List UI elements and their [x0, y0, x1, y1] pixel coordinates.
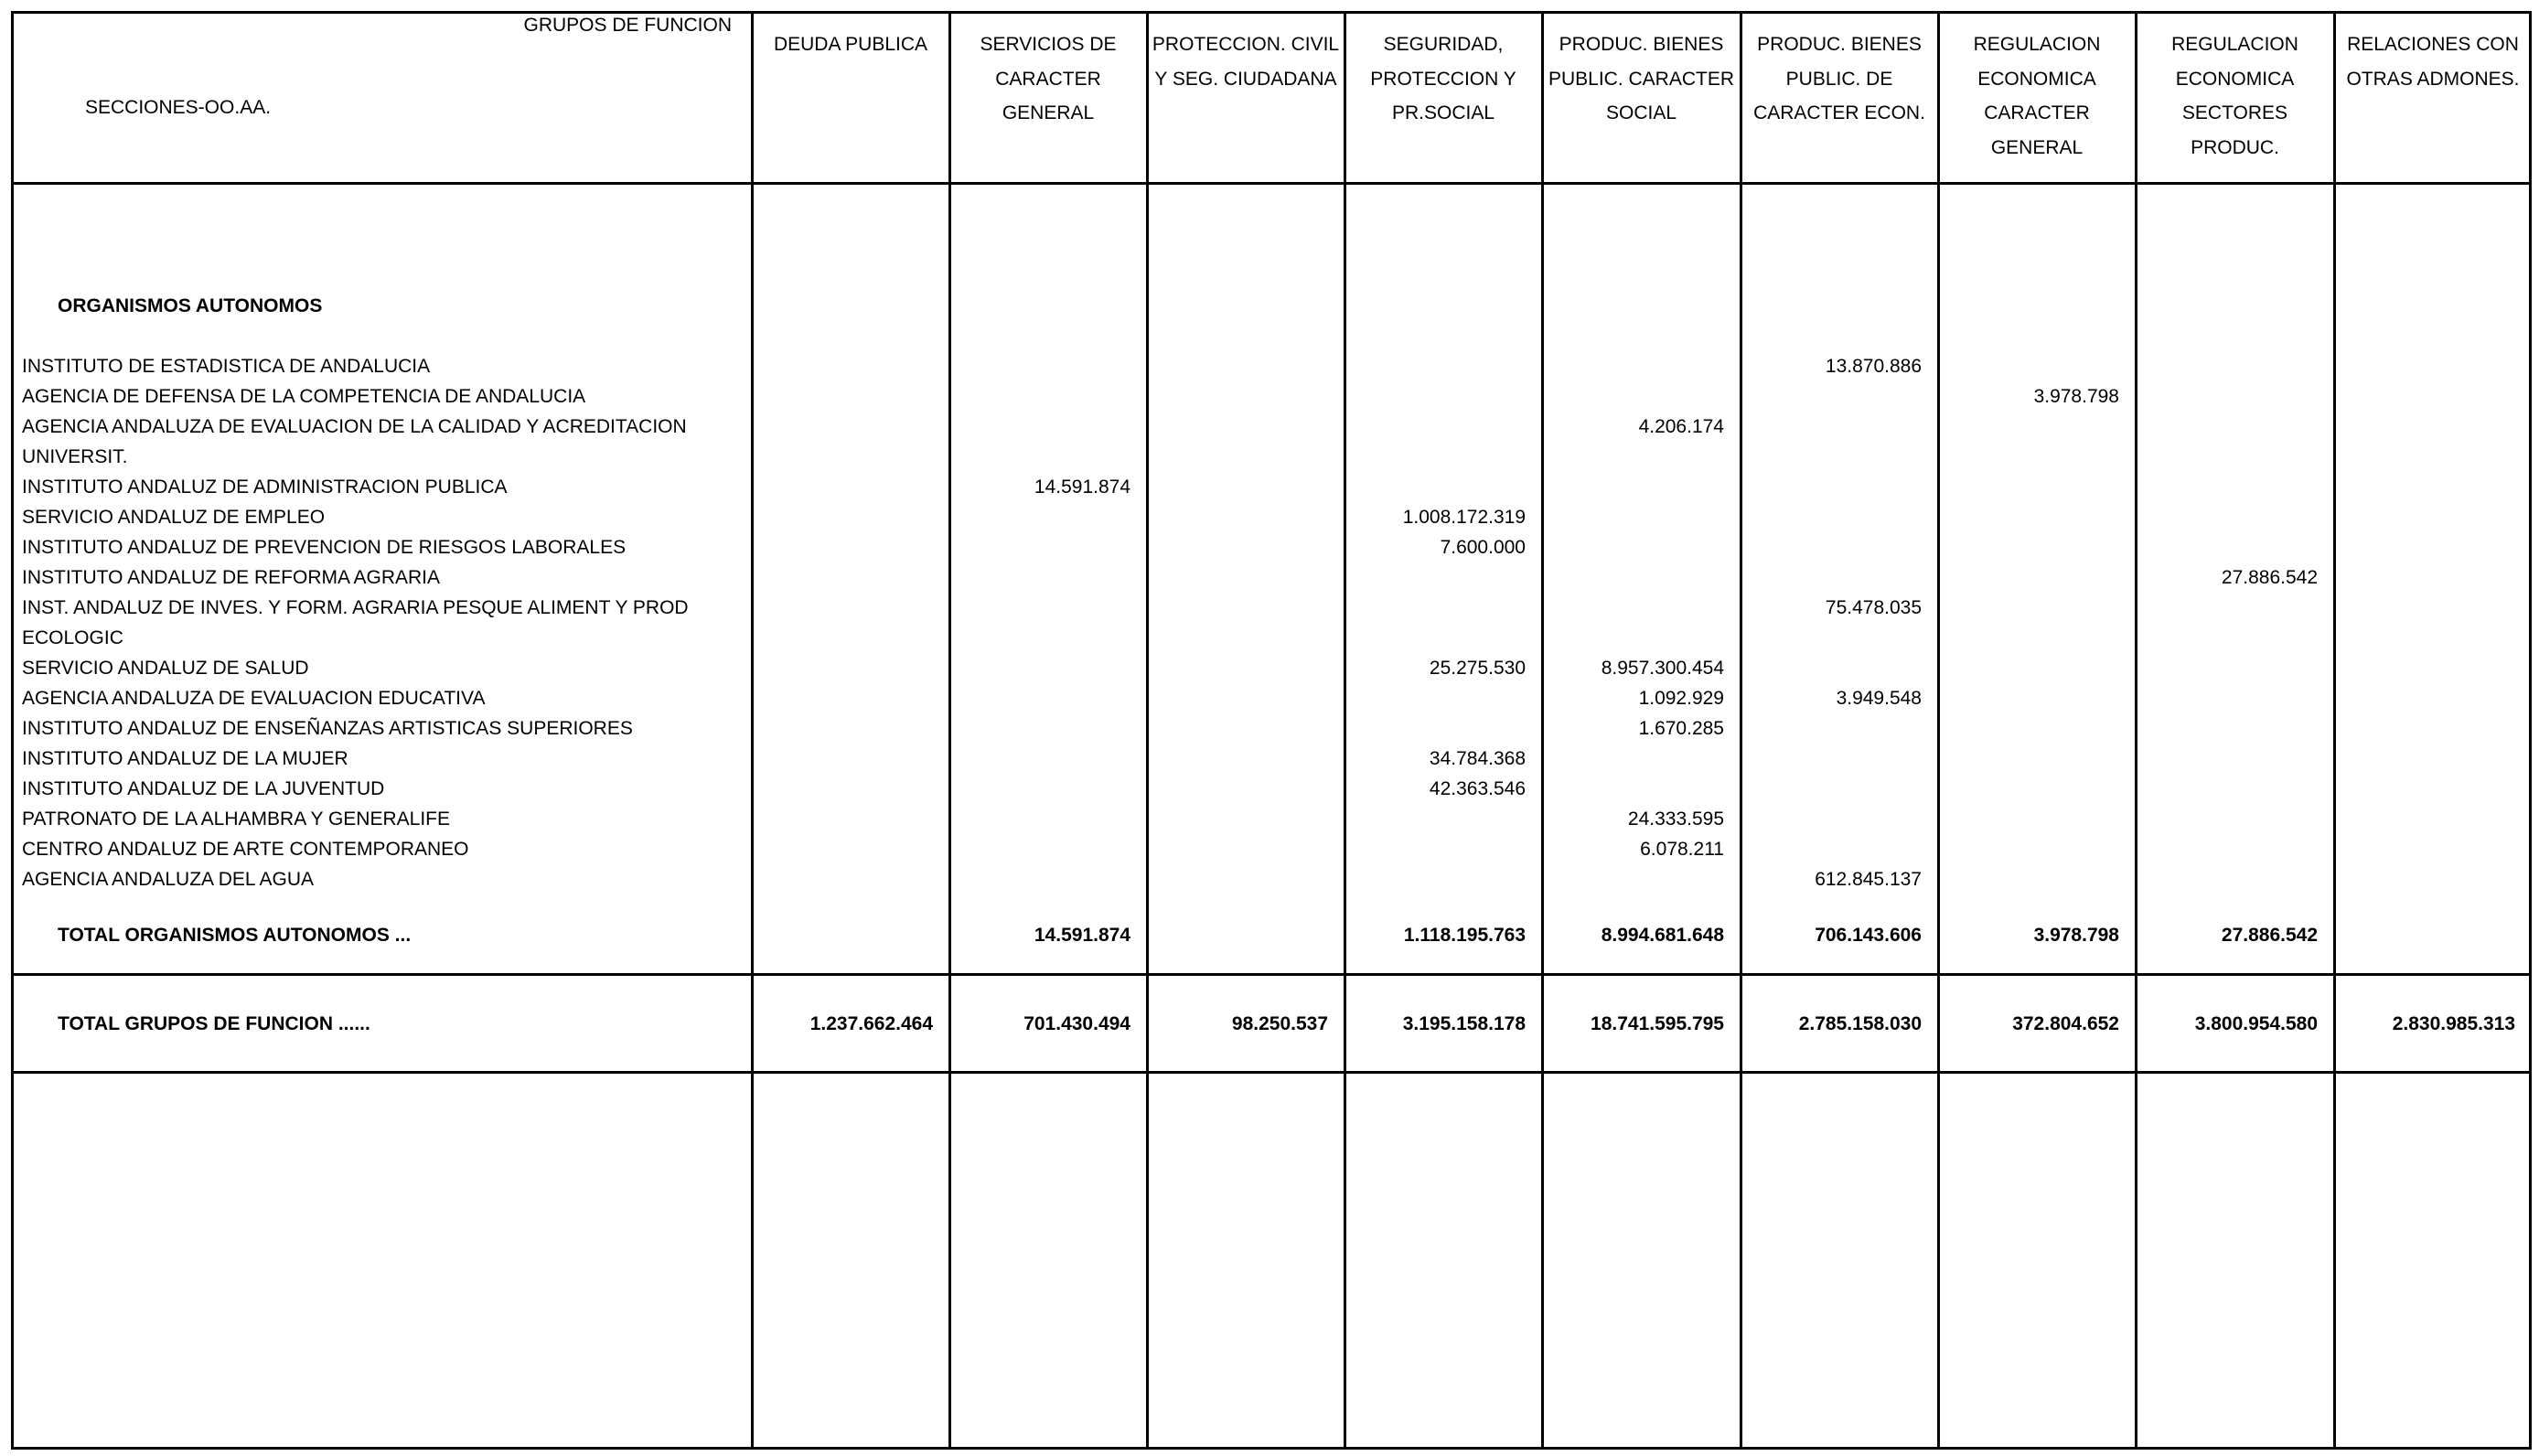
column-header: REGULACION ECONOMICA CARACTER GENERAL [1973, 34, 2101, 158]
column-header: RELACIONES CON OTRAS ADMONES. [2346, 34, 2520, 90]
row-divider [11, 1071, 2532, 1074]
cell-value: 98.250.537 [1231, 1013, 1328, 1034]
row-label: AGENCIA ANDALUZA DEL AGUA [22, 869, 314, 890]
row-label: INSTITUTO ANDALUZ DE ENSEÑANZAS ARTISTICAS SUPERIORES [22, 718, 633, 739]
column-header: PROTECCION. CIVIL Y SEG. CIUDADANA [1152, 34, 1340, 90]
table-row [0, 713, 2539, 744]
row-label: TOTAL ORGANISMOS AUTONOMOS ... [58, 925, 412, 946]
row-label: INSTITUTO ANDALUZ DE REFORMA AGRARIA [22, 567, 441, 588]
row-label: INSTITUTO ANDALUZ DE PREVENCION DE RIESGOS LABORALES [22, 537, 627, 558]
row-label: SERVICIO ANDALUZ DE SALUD [22, 658, 309, 679]
row-label: TOTAL GRUPOS DE FUNCION ...... [58, 1013, 370, 1034]
row-divider [11, 182, 2532, 185]
table-row [0, 593, 2539, 623]
cell-value: 3.800.954.580 [2194, 1013, 2318, 1034]
cell-value: 3.195.158.178 [1402, 1013, 1526, 1034]
cell-value: 701.430.494 [1023, 1013, 1130, 1034]
table-row [0, 562, 2539, 593]
column-header: SEGURIDAD, PROTECCION Y PR.SOCIAL [1370, 34, 1516, 123]
cell-value: 13.870.886 [1825, 356, 1922, 377]
header-corner-top: GRUPOS DE FUNCION [523, 15, 732, 36]
cell-value: 706.143.606 [1815, 925, 1922, 946]
cell-value: 34.784.368 [1429, 748, 1526, 769]
column-header: SERVICIOS DE CARACTER GENERAL [980, 34, 1117, 123]
cell-value: 8.957.300.454 [1601, 658, 1724, 679]
row-divider [11, 973, 2532, 976]
cell-value: 1.008.172.319 [1402, 507, 1526, 528]
cell-value: 2.830.985.313 [2392, 1013, 2515, 1034]
total-row [0, 920, 2539, 950]
cell-value: 6.078.211 [1640, 839, 1724, 860]
row-label: ECOLOGIC [22, 627, 123, 648]
row-label: SERVICIO ANDALUZ DE EMPLEO [22, 507, 326, 528]
cell-value: 2.785.158.030 [1798, 1013, 1922, 1034]
cell-value: 8.994.681.648 [1601, 925, 1724, 946]
table-row [0, 532, 2539, 562]
row-label: AGENCIA ANDALUZA DE EVALUACION EDUCATIVA [22, 688, 486, 709]
row-label: INSTITUTO ANDALUZ DE LA JUVENTUD [22, 778, 385, 799]
table-row [0, 744, 2539, 774]
row-label: INST. ANDALUZ DE INVES. Y FORM. AGRARIA PESQUE ALIMENT Y PROD [22, 597, 689, 618]
column-header: REGULACION ECONOMICA SECTORES PRODUC. [2171, 34, 2298, 158]
row-label: INSTITUTO ANDALUZ DE LA MUJER [22, 748, 348, 769]
cell-value: 1.092.929 [1638, 688, 1724, 709]
row-label: UNIVERSIT. [22, 446, 128, 467]
table-row [0, 442, 2539, 472]
cell-value: 18.741.595.795 [1591, 1013, 1724, 1034]
table-row [0, 381, 2539, 412]
cell-value: 1.670.285 [1638, 718, 1724, 739]
table-row [0, 502, 2539, 532]
cell-value: 1.118.195.763 [1403, 925, 1526, 946]
row-label: INSTITUTO DE ESTADISTICA DE ANDALUCIA [22, 356, 431, 377]
cell-value: 27.886.542 [2221, 925, 2318, 946]
table-row [0, 683, 2539, 713]
table-row [0, 804, 2539, 834]
cell-value: 25.275.530 [1429, 658, 1526, 679]
cell-value: 3.978.798 [2033, 925, 2119, 946]
cell-value: 42.363.546 [1429, 778, 1526, 799]
cell-value: 7.600.000 [1440, 537, 1526, 558]
table-row [0, 412, 2539, 442]
table-row [0, 472, 2539, 502]
cell-value: 75.478.035 [1825, 597, 1922, 618]
row-label: INSTITUTO ANDALUZ DE ADMINISTRACION PUBLICA [22, 476, 508, 498]
cell-value: 612.845.137 [1815, 869, 1922, 890]
table-row [0, 834, 2539, 864]
cell-value: 3.978.798 [2033, 386, 2119, 407]
column-header: PRODUC. BIENES PUBLIC. DE CARACTER ECON. [1753, 34, 1925, 123]
cell-value: 372.804.652 [2012, 1013, 2119, 1034]
cell-value: 14.591.874 [1034, 476, 1130, 498]
column-header: DEUDA PUBLICA [773, 34, 928, 55]
section-title: ORGANISMOS AUTONOMOS [58, 295, 323, 316]
cell-value: 3.949.548 [1836, 688, 1922, 709]
cell-value: 1.237.662.464 [809, 1013, 933, 1034]
header-corner-left: SECCIONES-OO.AA. [85, 97, 272, 118]
cell-value: 4.206.174 [1638, 416, 1724, 437]
row-label: CENTRO ANDALUZ DE ARTE CONTEMPORANEO [22, 839, 469, 860]
cell-value: 14.591.874 [1034, 925, 1130, 946]
cell-value: 27.886.542 [2221, 567, 2318, 588]
row-label: AGENCIA ANDALUZA DE EVALUACION DE LA CALIDAD Y ACREDITACION [22, 416, 687, 437]
table-row [0, 623, 2539, 653]
row-label: PATRONATO DE LA ALHAMBRA Y GENERALIFE [22, 808, 450, 830]
table-row [0, 653, 2539, 683]
row-label: AGENCIA DE DEFENSA DE LA COMPETENCIA DE ANDALUCIA [22, 386, 586, 407]
total-row [0, 1009, 2539, 1039]
table-row [0, 351, 2539, 381]
table-row [0, 774, 2539, 804]
cell-value: 24.333.595 [1627, 808, 1724, 830]
table-row [0, 864, 2539, 894]
column-header: PRODUC. BIENES PUBLIC. CARACTER SOCIAL [1548, 34, 1735, 123]
